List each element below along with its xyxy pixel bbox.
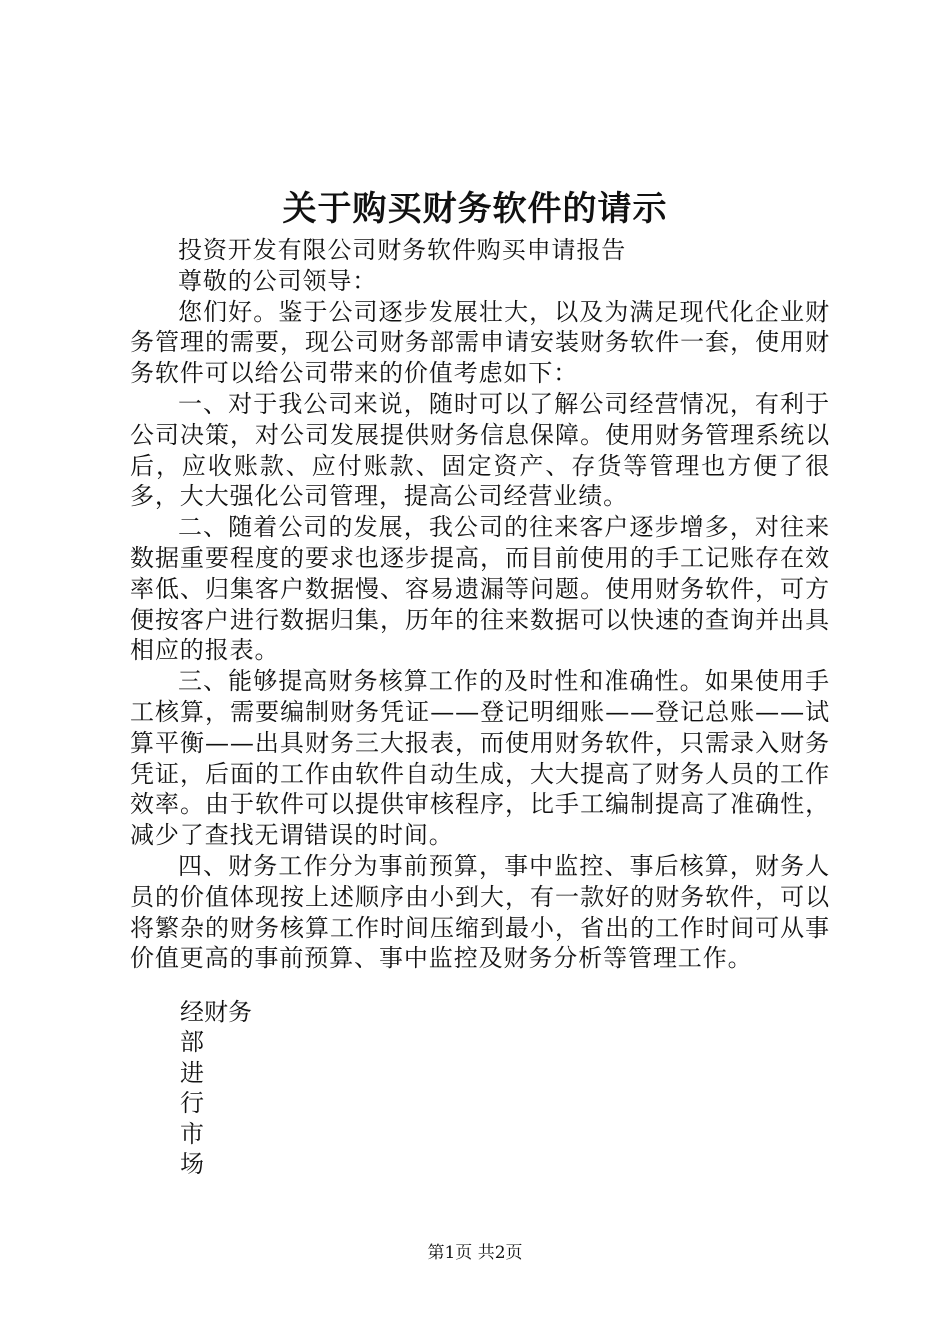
vertical-line: 经财务	[180, 998, 252, 1026]
document-title: 关于购买财务软件的请示	[282, 189, 668, 229]
vertical-line: 行	[180, 1089, 204, 1118]
paragraph-point-2: 二、随着公司的发展，我公司的往来客户逐步增多，对往来数据重要程度的要求也逐步提高，而目前使用的手工记账存在效率低、归集客户数据慢、容易遗漏等问题。使用财务软件，可方便按客户进行数据归集，历年的往来数据可以快速的查询并出具相应的报表。	[130, 513, 830, 665]
paragraph-point-3: 三、能够提高财务核算工作的及时性和准确性。如果使用手工核算，需要编制财务凭证——登记明细账——登记总账——试算平衡——出具财务三大报表，而使用财务软件，只需录入财务凭证，后面的工作由软件自动生成，大大提高了财务人员的工作效率。由于软件可以提供审核程序，比手工编制提高了准确性，减少了查找无谓错误的时间。	[130, 667, 830, 850]
vertical-text-block	[180, 997, 252, 1179]
vertical-line: 场	[180, 1150, 204, 1179]
salutation: 尊敬的公司领导：	[178, 266, 378, 295]
vertical-line: 部	[180, 1028, 204, 1057]
vertical-line: 进	[180, 1058, 204, 1087]
paragraph-point-4: 四、财务工作分为事前预算，事中监控、事后核算，财务人员的价值体现按上述顺序由小到大，有一款好的财务软件，可以将繁杂的财务核算工作时间压缩到最小，省出的工作时间可从事价值更高的事前预算、事中监控及财务分析等管理工作。	[130, 851, 830, 973]
paragraph-intro: 您们好。鉴于公司逐步发展壮大，以及为满足现代化企业财务管理的需要，现公司财务部需申请安装财务软件一套，使用财务软件可以给公司带来的价值考虑如下：	[130, 297, 830, 388]
paragraph-point-1: 一、对于我公司来说，随时可以了解公司经营情况，有利于公司决策，对公司发展提供财务信息保障。使用财务管理系统以后，应收账款、应付账款、固定资产、存货等管理也方便了很多，大大强化公司管理，提高公司经营业绩。	[130, 389, 830, 511]
document-body	[130, 235, 830, 974]
page-footer: 第1页 共2页	[427, 1243, 523, 1263]
vertical-line: 市	[180, 1119, 204, 1148]
report-subtitle: 投资开发有限公司财务软件购买申请报告	[178, 236, 627, 264]
